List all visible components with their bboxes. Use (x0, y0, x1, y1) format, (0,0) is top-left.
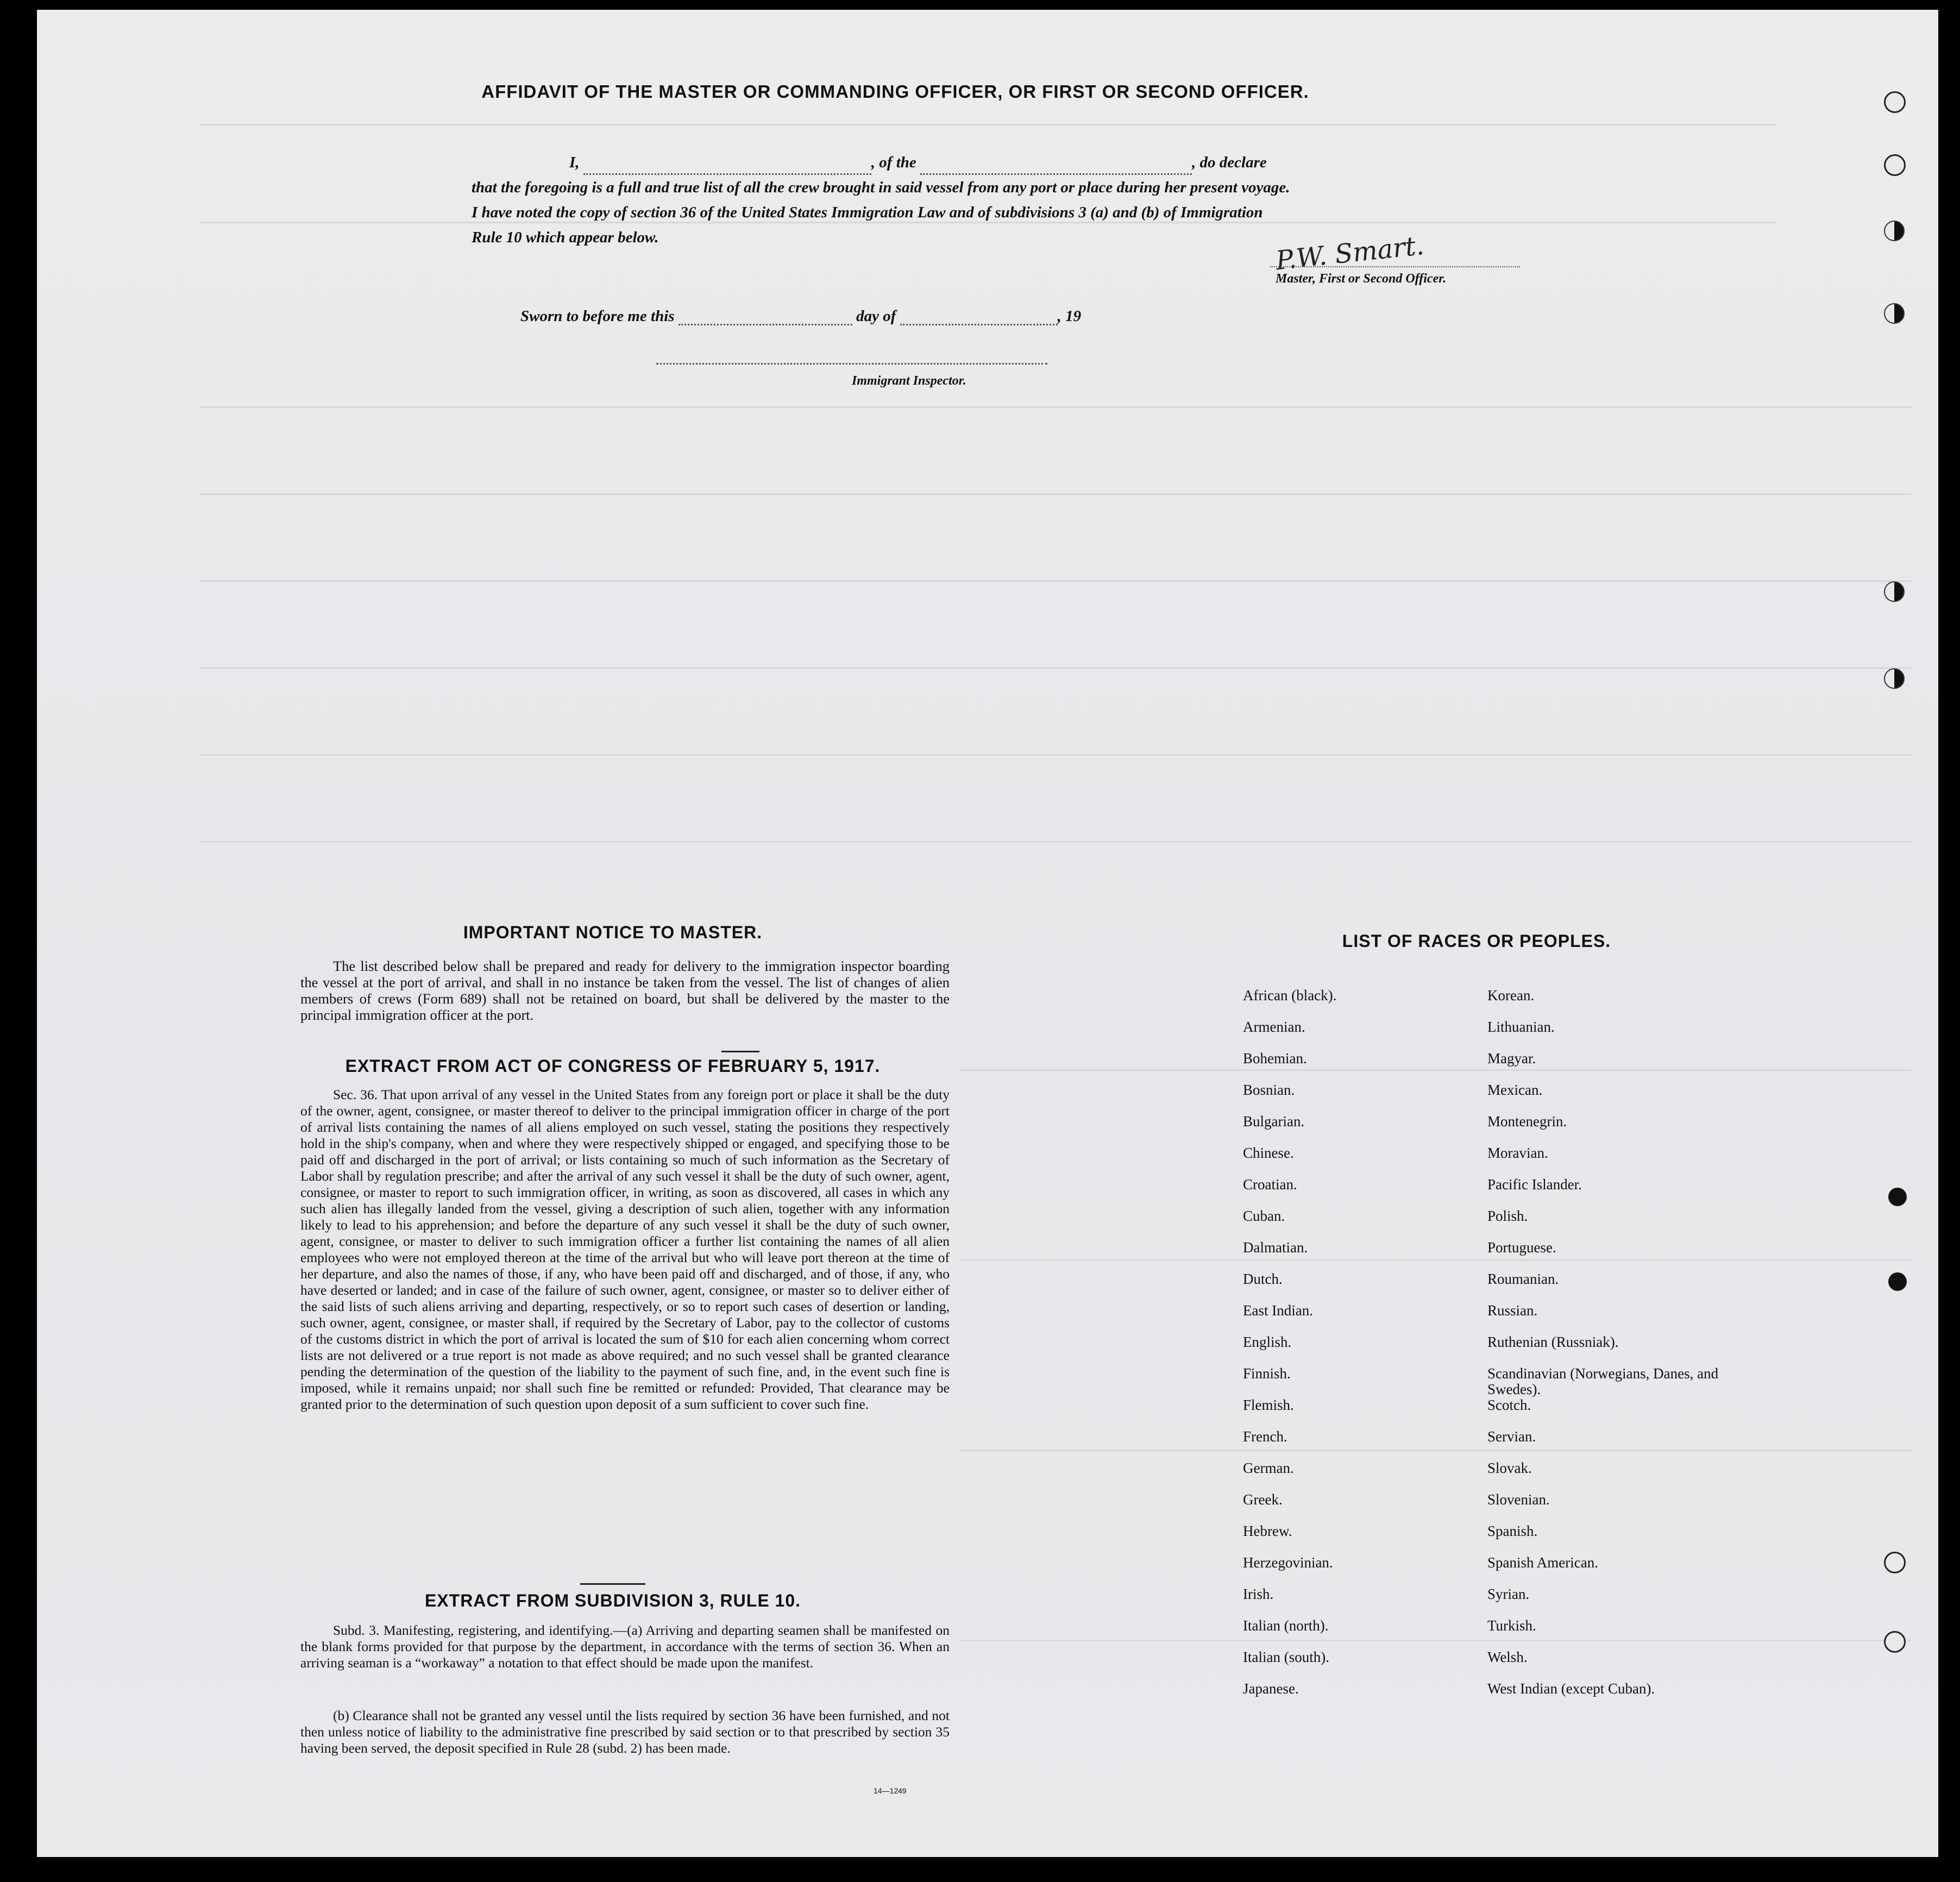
races-column-2 (1487, 980, 1770, 1705)
bleed-through-line (200, 667, 1911, 669)
race-entry: Russian. (1487, 1302, 1538, 1319)
race-entry: Italian (south). (1243, 1649, 1329, 1665)
race-entry: Welsh. (1487, 1649, 1528, 1665)
race-entry: Finnish. (1243, 1365, 1291, 1382)
binder-hole (1888, 1272, 1907, 1291)
race-entry: Roumanian. (1487, 1271, 1559, 1287)
race-entry: Polish. (1487, 1208, 1528, 1224)
sworn-line: Sworn to before me this day of , 19 (520, 308, 1082, 325)
race-entry: African (black). (1243, 987, 1337, 1003)
bleed-through-line (200, 124, 1775, 126)
binder-hole (1884, 221, 1905, 241)
races-column-1 (1243, 980, 1471, 1705)
race-entry: Cuban. (1243, 1208, 1285, 1224)
race-entry: East Indian. (1243, 1302, 1313, 1319)
race-entry: Bosnian. (1243, 1082, 1295, 1098)
races-heading: LIST OF RACES OR PEOPLES. (1342, 931, 1611, 951)
race-entry: Portuguese. (1487, 1239, 1556, 1256)
race-entry: Scotch. (1487, 1397, 1531, 1413)
race-entry: Montenegrin. (1487, 1113, 1567, 1130)
binder-hole (1884, 668, 1905, 689)
master-signature: P.W. Smart. (1274, 230, 1425, 277)
bleed-through-line (200, 580, 1911, 582)
affidavit-line-3: I have noted the copy of section 36 of the United States Immigration Law and of subdivisions 3 (a) and (b) of Immigration (472, 204, 1263, 221)
race-entry: Mexican. (1487, 1082, 1543, 1098)
notice-heading: IMPORTANT NOTICE TO MASTER. (463, 923, 763, 942)
race-entry: French. (1243, 1428, 1287, 1445)
blank-sworn-month[interactable] (900, 310, 1058, 325)
binder-hole (1884, 1552, 1906, 1573)
race-entry: Herzegovinian. (1243, 1554, 1333, 1571)
race-entry: Spanish American. (1487, 1554, 1598, 1571)
race-entry: Bohemian. (1243, 1050, 1307, 1067)
blank-vessel-name[interactable] (920, 159, 1192, 175)
race-entry: Irish. (1243, 1586, 1274, 1602)
race-entry: West Indian (except Cuban). (1487, 1680, 1655, 1697)
form-number: 14—1249 (874, 1786, 907, 1795)
notice-body: The list described below shall be prepared and ready for delivery to the immigration inspector boarding the vessel at the port of arrival, and shall in no instance be taken from the vessel. The list of changes of alien members of crews (Form 689) shall not be retained on board, but shall be delivered by the master to the principal immigration officer at the port. (300, 958, 950, 1023)
race-entry: Croatian. (1243, 1176, 1297, 1193)
signature-caption: Master, First or Second Officer. (1276, 272, 1447, 286)
rule-extract-heading: EXTRACT FROM SUBDIVISION 3, RULE 10. (424, 1591, 801, 1610)
blank-sworn-day[interactable] (679, 310, 852, 325)
race-entry: Servian. (1487, 1428, 1536, 1445)
affidavit-heading: AFFIDAVIT OF THE MASTER OR COMMANDING OFFICER, OR FIRST OR SECOND OFFICER. (481, 81, 1309, 102)
document-sheet (37, 10, 1938, 1857)
race-entry: Lithuanian. (1487, 1019, 1555, 1035)
race-entry: Hebrew. (1243, 1523, 1292, 1539)
subdivision-3a-text: Subd. 3. Manifesting, registering, and identifying.—(a) Arriving and departing seamen shall be manifested on the blank forms provided for that purpose by the department, in accordance with the terms of section 36. When an arriving seaman is a “workaway” a notation to that effect should be made upon the manifest. (300, 1622, 950, 1671)
race-entry: Slovak. (1487, 1460, 1532, 1476)
inspector-signature-line[interactable] (656, 363, 1047, 365)
race-entry: Spanish. (1487, 1523, 1538, 1539)
binder-hole (1884, 154, 1906, 176)
blank-master-name[interactable] (583, 159, 871, 175)
section-36-text: Sec. 36. That upon arrival of any vessel in the United States from any foreign port or place it shall be the duty of the owner, agent, consignee, or master thereof to deliver to the principal immigration officer in charge of the port of arrival lists containing the names of all aliens employed on such vessel, stating the positions they respectively hold in the ship's company, when and where they were respectively shipped or engaged, and specifying those to be paid off and discharged in the port of arrival; or lists containing so much of such information as the Secretary of Labor shall by regulation prescribe; and after the arrival of any such vessel it shall be the duty of such owner, agent, consignee, or master to report to such immigration officer, in writing, as soon as discovered, all cases in which any such alien has illegally landed from the vessel, giving a description of such alien, together with any information likely to lead to his apprehension; and before the departure of any such vessel it shall be the duty of such owner, agent, consignee, or master to deliver to such immigration officer a further list containing the names of all alien employees who were not employed thereon at the time of the arrival but who will leave port thereon at the time of her departure, and also the names of those, if any, who have been paid off and discharged, and of those, if any, who have deserted or landed; and in case of the failure of such owner, agent, consignee, or master so to deliver either of the said lists of such aliens arriving and departing, respectively, or so to report such cases of desertion or landing, such owner, agent, consignee, or master shall, if required by the Secretary of Labor, pay to the collector of customs of the customs district in which the port of arrival is located the sum of $10 for each alien concerning whom correct lists are not delivered or a true report is not made as above required; and no such vessel shall be granted clearance pending the determination of the question of the liability to the payment of such fine, and, in the event such fine is imposed, while it remains unpaid; nor shall such fine be remitted or refunded: Provided, That clearance may be granted prior to the determination of such question upon deposit of a sum sufficient to cover such fine. (300, 1087, 950, 1412)
bleed-through-line (200, 493, 1911, 495)
binder-hole (1884, 303, 1905, 324)
race-entry: Chinese. (1243, 1145, 1294, 1161)
race-entry: Syrian. (1487, 1586, 1530, 1602)
race-entry: Scandinavian (Norwegians, Danes, and Swedes). (1487, 1365, 1719, 1397)
bleed-through-line (200, 406, 1911, 408)
bleed-through-line (200, 754, 1911, 756)
race-entry: Bulgarian. (1243, 1113, 1305, 1130)
affidavit-line-1: I, , of the , do declare (472, 150, 1558, 175)
binder-hole (1884, 91, 1906, 113)
divider (721, 1051, 759, 1052)
race-entry: German. (1243, 1460, 1294, 1476)
bleed-through-line (200, 841, 1911, 843)
race-entry: Dutch. (1243, 1271, 1283, 1287)
subdivision-3b-text: (b) Clearance shall not be granted any vessel until the lists required by section 36 have been furnished, and not then unless notice of liability to the administrative fine prescribed by said section or to that prescribed by section 35 having been served, the deposit specified in Rule 28 (subd. 2) has been made. (300, 1708, 950, 1756)
race-entry: Turkish. (1487, 1617, 1536, 1634)
race-entry: Magyar. (1487, 1050, 1536, 1067)
race-entry: Pacific Islander. (1487, 1176, 1582, 1193)
race-entry: English. (1243, 1334, 1292, 1350)
binder-hole (1884, 581, 1905, 602)
race-entry: Italian (north). (1243, 1617, 1329, 1634)
affidavit-line-2: that the foregoing is a full and true list of all the crew brought in said vessel from any port or place during her present voyage. (472, 179, 1290, 196)
race-entry: Slovenian. (1487, 1491, 1550, 1508)
race-entry: Dalmatian. (1243, 1239, 1308, 1256)
race-entry: Moravian. (1487, 1145, 1548, 1161)
race-entry: Flemish. (1243, 1397, 1294, 1413)
divider (580, 1583, 645, 1585)
affidavit-line-4: Rule 10 which appear below. (472, 229, 659, 246)
binder-hole (1884, 1631, 1906, 1653)
binder-hole (1888, 1188, 1907, 1206)
race-entry: Ruthenian (Russniak). (1487, 1334, 1619, 1350)
signature-line (1270, 266, 1520, 267)
race-entry: Greek. (1243, 1491, 1283, 1508)
race-entry: Korean. (1487, 987, 1535, 1003)
race-entry: Japanese. (1243, 1680, 1299, 1697)
act-extract-heading: EXTRACT FROM ACT OF CONGRESS OF FEBRUARY 5, 1917. (345, 1056, 881, 1076)
race-entry: Armenian. (1243, 1019, 1305, 1035)
inspector-caption: Immigrant Inspector. (852, 374, 966, 388)
